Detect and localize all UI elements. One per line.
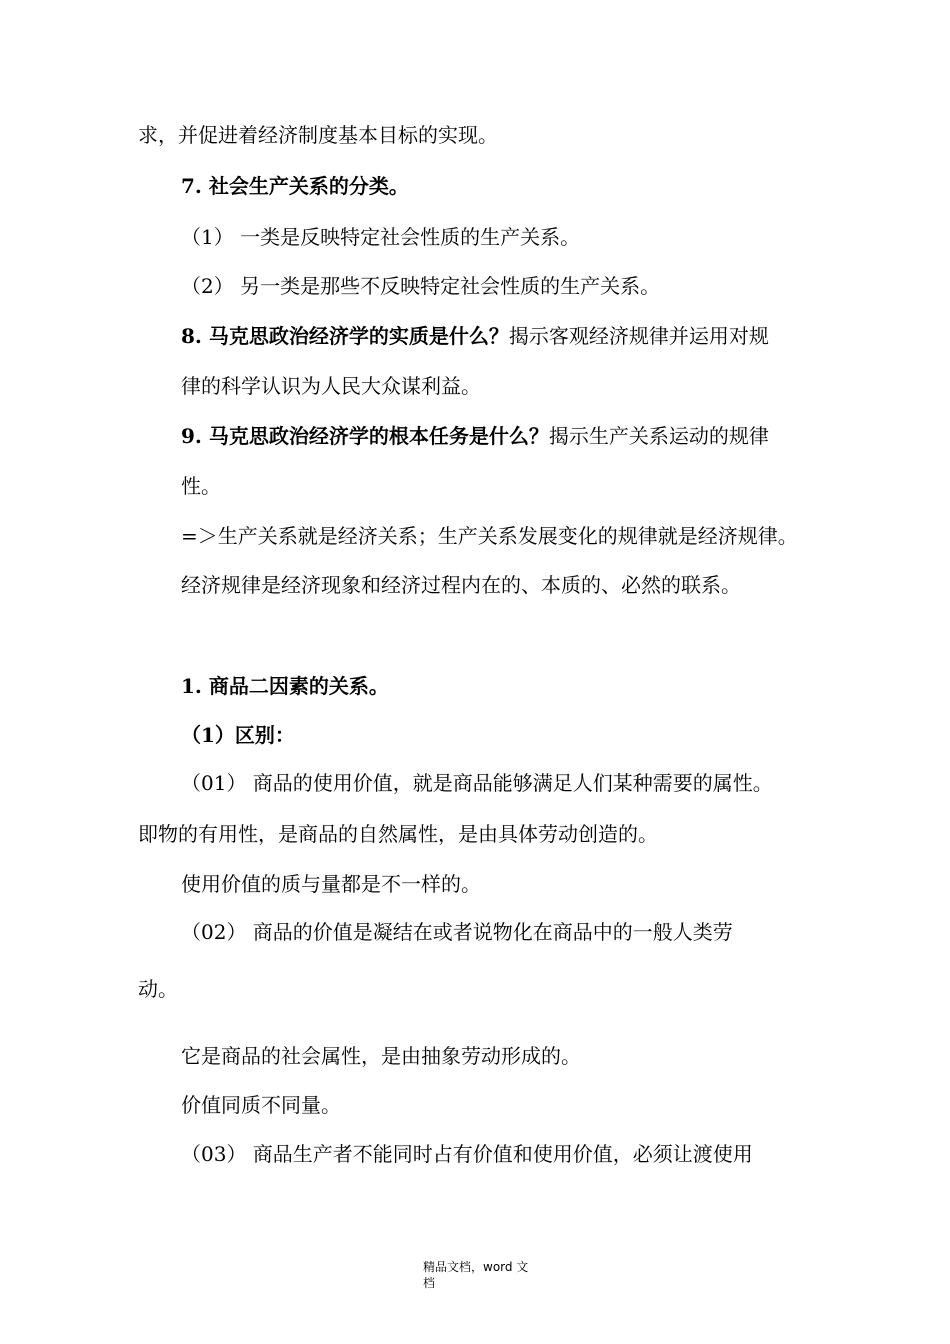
heading-7: 7. 社会生产关系的分类。 xyxy=(181,174,409,198)
text-line-19: 价值同质不同量。 xyxy=(181,1093,341,1117)
question-8: 8. 马克思政治经济学的实质是什么？揭示客观经济规律并运用对规 xyxy=(181,324,769,348)
text-line-14: 即物的有用性，是商品的自然属性，是由具体劳动创造的。 xyxy=(138,822,658,846)
subheading-distinction: （1）区别： xyxy=(181,723,295,747)
text-line-15: 使用价值的质与量都是不一样的。 xyxy=(181,872,481,896)
text-line-1: 求，并促进着经济制度基本目标的实现。 xyxy=(138,123,498,147)
text-line-6: 律的科学认识为人民大众谋利益。 xyxy=(181,374,481,398)
text-line-18: 它是商品的社会属性，是由抽象劳动形成的。 xyxy=(181,1044,581,1068)
text-line-4: （2） 另一类是那些不反映特定社会性质的生产关系。 xyxy=(181,274,661,298)
text-line-13: （01） 商品的使用价值，就是商品能够满足人们某种需要的属性。 xyxy=(181,771,773,795)
text-line-10: 经济规律是经济现象和经济过程内在的、本质的、必然的联系。 xyxy=(181,573,741,597)
text-line-20: （03） 商品生产者不能同时占有价值和使用价值，必须让渡使用 xyxy=(181,1142,753,1166)
question-9: 9. 马克思政治经济学的根本任务是什么？揭示生产关系运动的规律 xyxy=(181,424,769,448)
footer-line-1: 精品文档，word 文 xyxy=(423,1260,529,1274)
text-line-17: 动。 xyxy=(138,977,178,1001)
text-line-8: 性。 xyxy=(181,474,221,498)
footer-line-2: 档 xyxy=(423,1276,436,1290)
text-line-3: （1） 一类是反映特定社会性质的生产关系。 xyxy=(181,225,581,249)
heading-1: 1. 商品二因素的关系。 xyxy=(181,674,389,698)
text-line-16: （02） 商品的价值是凝结在或者说物化在商品中的一般人类劳 xyxy=(181,920,733,944)
text-line-9: =＞生产关系就是经济关系；生产关系发展变化的规律就是经济规律。 xyxy=(181,524,798,548)
